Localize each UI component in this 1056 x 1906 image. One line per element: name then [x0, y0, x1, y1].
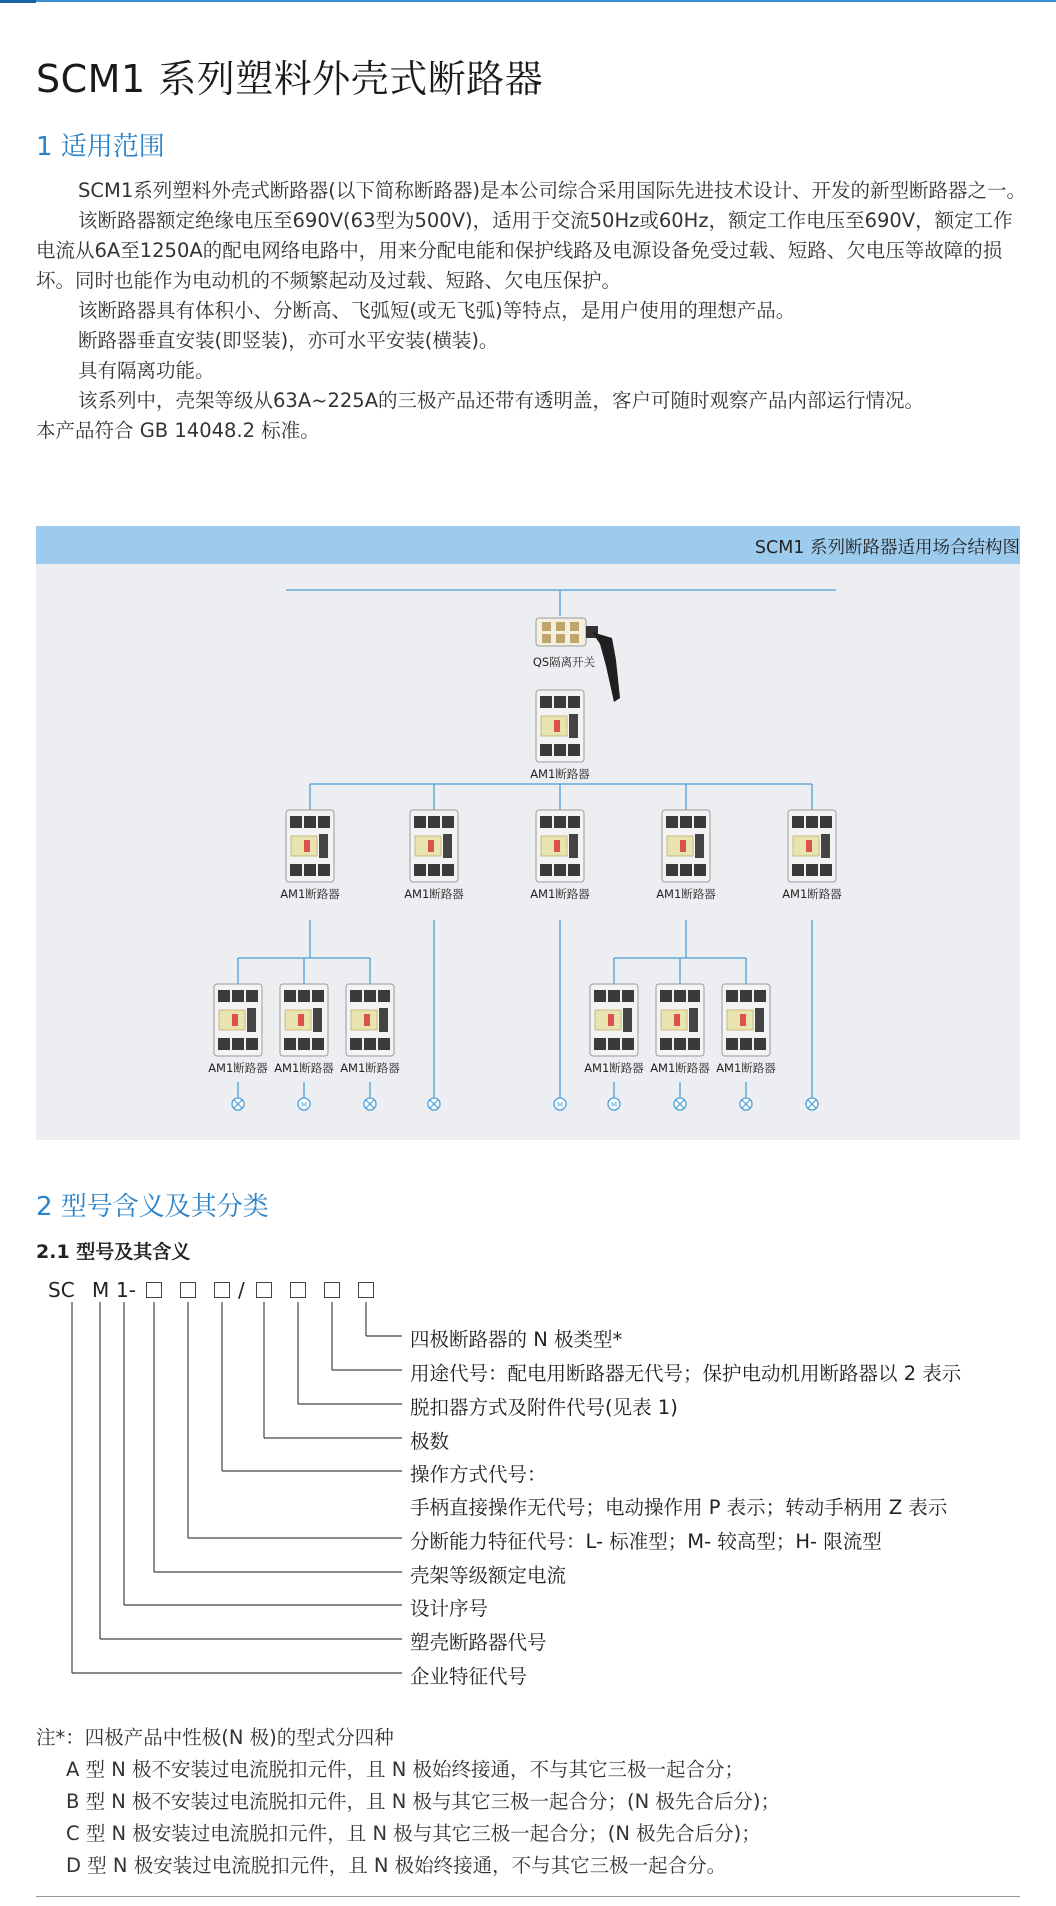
breaker-icon — [346, 984, 394, 1056]
breaker-icon — [286, 810, 334, 882]
breaker-label: AM1断路器 — [404, 887, 464, 901]
breaker-icon — [656, 984, 704, 1056]
section2-subheading: 2.1 型号及其含义 — [36, 1241, 191, 1263]
standard-line: 本产品符合 GB 14048.2 标准。 — [36, 419, 320, 442]
label-poles: 极数 — [410, 1430, 450, 1453]
code-box-release — [290, 1282, 306, 1298]
model-code-diagram — [0, 1270, 1056, 1710]
footnote-item: C 型 N 极安装过电流脱扣元件，且 N 极与其它三极一起合分；(N 极先合后分)； — [66, 1822, 761, 1845]
section1-heading: 1 适用范围 — [36, 132, 165, 162]
breaker-label: AM1断路器 — [782, 887, 842, 901]
paragraph: 断路器垂直安装(即竖装)，亦可水平安装(横装)。 — [78, 329, 499, 352]
paragraph: 具有隔离功能。 — [78, 359, 215, 382]
label-breaking-capacity: 分断能力特征代号：L- 标准型；M- 较高型；H- 限流型 — [410, 1530, 882, 1553]
label-rated-current: 壳架等级额定电流 — [410, 1564, 567, 1587]
code-slash: / — [238, 1278, 245, 1302]
breaker-label: AM1断路器 — [584, 1061, 644, 1075]
top-rule — [0, 0, 1056, 2]
footnote-item: A 型 N 极不安装过电流脱扣元件，且 N 极始终接通，不与其它三极一起合分； — [66, 1758, 745, 1781]
code-box-poles — [256, 1282, 272, 1298]
bottom-rule — [36, 1896, 1020, 1897]
motor-symbol: M — [610, 1101, 618, 1109]
breaker-icon — [536, 690, 584, 762]
structure-diagram — [36, 526, 1020, 1140]
code-sc: SC — [48, 1278, 75, 1302]
breaker-label: AM1断路器 — [274, 1061, 334, 1075]
section2-heading: 2 型号含义及其分类 — [36, 1192, 269, 1222]
breaker-icon — [590, 984, 638, 1056]
breaker-label: AM1断路器 — [208, 1061, 268, 1075]
breaker-icon — [214, 984, 262, 1056]
motor-symbol: M — [300, 1101, 308, 1109]
paragraph: 该系列中，壳架等级从63A~225A的三极产品还带有透明盖，客户可随时观察产品内部运行情况。 — [78, 389, 925, 412]
breaker-icon — [280, 984, 328, 1056]
label-usage: 用途代号：配电用断路器无代号；保护电动机用断路器以 2 表示 — [410, 1362, 962, 1385]
breaker-label: AM1断路器 — [656, 887, 716, 901]
page-title: SCM1 系列塑料外壳式断路器 — [36, 57, 544, 101]
breaker-label: AM1断路器 — [280, 887, 340, 901]
breaker-label: AM1断路器 — [716, 1061, 776, 1075]
breaker-label: AM1断路器 — [530, 767, 590, 781]
label-operation: 操作方式代号： — [410, 1463, 547, 1486]
breaker-icon — [722, 984, 770, 1056]
code-box-usage — [324, 1282, 340, 1298]
footnote-intro: 注*：四极产品中性极(N 极)的型式分四种 — [36, 1726, 394, 1749]
code-1: 1- — [116, 1278, 136, 1302]
footnote-item: B 型 N 极不安装过电流脱扣元件，且 N 极与其它三极一起合分；(N 极先合后分)； — [66, 1790, 781, 1813]
breaker-icon — [410, 810, 458, 882]
paragraph: 该断路器额定绝缘电压至690V(63型为500V)，适用于交流50Hz或60Hz，额定工作电压至690V，额定工作电流从6A至1250A的配电网络电路中，用来分配电能和保护线路及电源设备免受过载、短路、欠电压等故障的损坏。同时也能作为电动机的不频繁起动及过载、短路、欠电压保护。 — [36, 209, 1013, 292]
code-box-rated-current — [146, 1282, 162, 1298]
switch-label: QS隔离开关 — [532, 655, 596, 669]
paragraph: 该断路器具有体积小、分断高、飞弧短(或无飞弧)等特点，是用户使用的理想产品。 — [78, 299, 796, 322]
label-design-serial: 设计序号 — [410, 1597, 489, 1620]
breaker-icon — [536, 810, 584, 882]
label-mccb-code: 塑壳断路器代号 — [410, 1631, 547, 1654]
section1-body — [36, 176, 1026, 446]
diagram-canvas — [36, 526, 1020, 1140]
label-n-pole: 四极断路器的 N 极类型* — [410, 1328, 623, 1351]
diagram-caption-band — [36, 526, 1020, 564]
code-box-breaking-capacity — [180, 1282, 196, 1298]
label-enterprise-code: 企业特征代号 — [410, 1665, 528, 1688]
breaker-icon — [662, 810, 710, 882]
motor-symbol: M — [556, 1101, 564, 1109]
label-release: 脱扣器方式及附件代号(见表 1) — [410, 1396, 678, 1419]
code-box-n-pole — [358, 1282, 374, 1298]
footnote — [36, 1722, 1036, 1882]
top-rule-mark — [0, 0, 36, 3]
label-operation-detail: 手柄直接操作无代号；电动操作用 P 表示；转动手柄用 Z 表示 — [410, 1496, 948, 1519]
code-box-operation — [214, 1282, 230, 1298]
breaker-icon — [788, 810, 836, 882]
diagram-caption: SCM1 系列断路器适用场合结构图 — [754, 538, 1020, 558]
footnote-item: D 型 N 极安装过电流脱扣元件，且 N 极始终接通，不与其它三极一起合分。 — [66, 1854, 727, 1877]
breaker-label: AM1断路器 — [530, 887, 590, 901]
breaker-label: AM1断路器 — [340, 1061, 400, 1075]
breaker-label: AM1断路器 — [650, 1061, 710, 1075]
paragraph: SCM1系列塑料外壳式断路器(以下简称断路器)是本公司综合采用国际先进技术设计、开发的新型断路器之一。 — [78, 179, 1026, 202]
code-m: M — [92, 1278, 110, 1302]
